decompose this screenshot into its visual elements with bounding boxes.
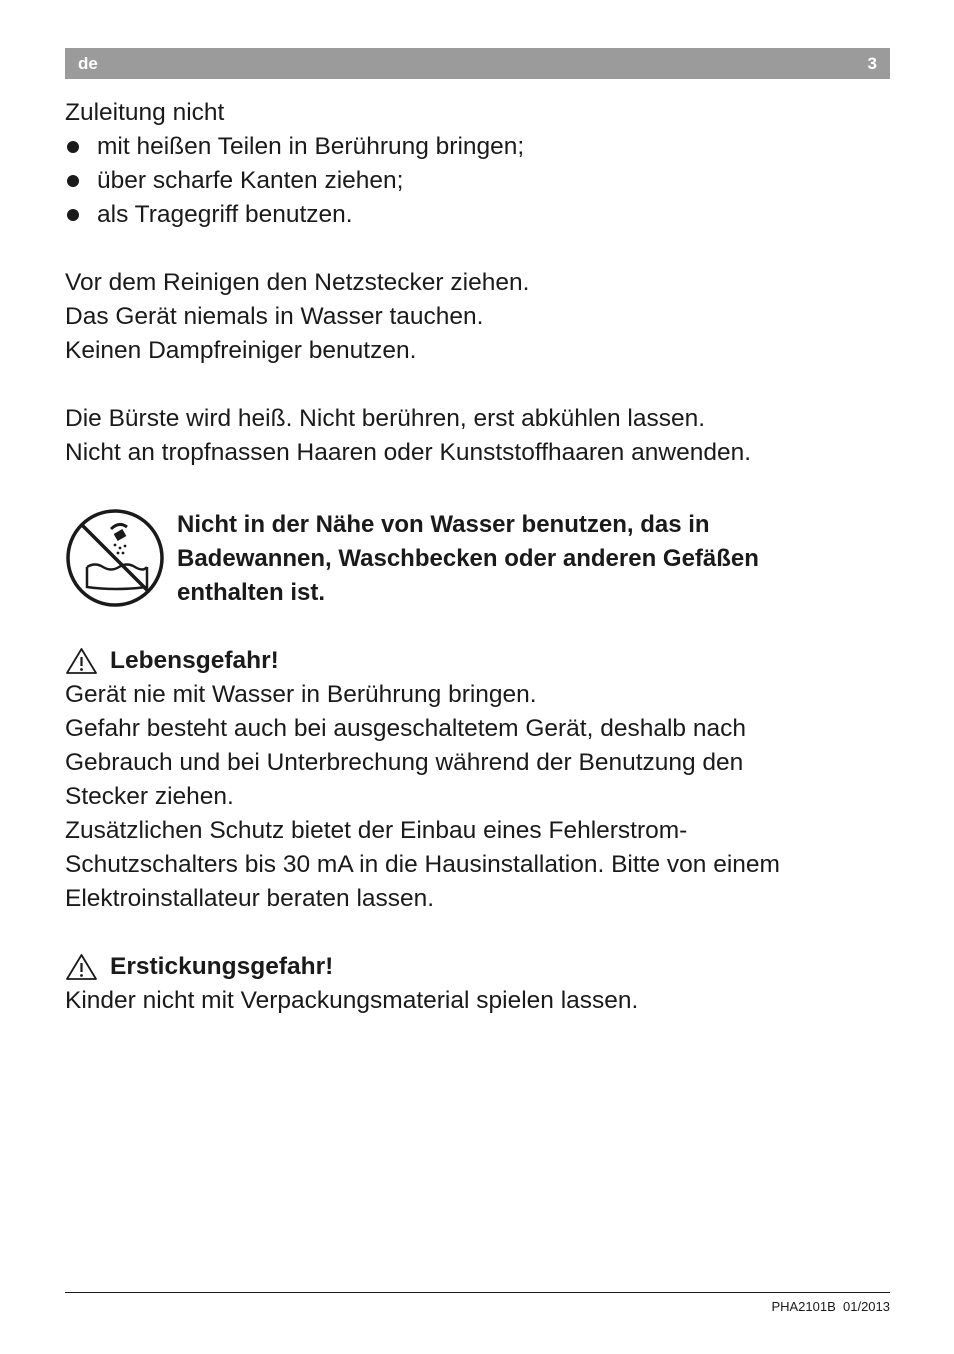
- life-danger-line: Stecker ziehen.: [65, 783, 234, 810]
- cord-intro: Zuleitung nicht: [65, 99, 225, 126]
- life-danger-line: Schutzschalters bis 30 mA in die Hausinstallation. Bitte von einem: [65, 851, 780, 878]
- header-bar: [65, 48, 890, 79]
- list-item: [65, 198, 890, 232]
- list-item-text: mit heißen Teilen in Berührung bringen;: [97, 133, 525, 160]
- list-item: [65, 130, 890, 164]
- life-danger-title: Lebensgefahr!: [110, 647, 279, 674]
- bullet-icon: [67, 141, 79, 153]
- page-number: 3: [867, 54, 877, 73]
- warning-triangle-icon: [65, 647, 98, 675]
- list-item-text: als Tragegriff benutzen.: [97, 201, 353, 228]
- hot-brush-line: Die Bürste wird heiß. Nicht berühren, erst abkühlen lassen.: [65, 405, 706, 432]
- cord-bullet-list: [65, 130, 890, 232]
- bullet-icon: [67, 175, 79, 187]
- notice-line: Badewannen, Waschbecken oder anderen Gefäßen: [177, 545, 759, 572]
- no-water-bath-icon: [65, 507, 165, 609]
- life-danger-line: Zusätzlichen Schutz bietet der Einbau eines Fehlerstrom-: [65, 817, 688, 844]
- notice-line: enthalten ist.: [177, 579, 326, 606]
- list-item-text: über scharfe Kanten ziehen;: [97, 167, 404, 194]
- hot-brush-line: Nicht an tropfnassen Haaren oder Kunststoffhaaren anwenden.: [65, 439, 751, 466]
- page-content: [65, 96, 890, 1018]
- life-danger-heading: [65, 644, 890, 678]
- water-notice: [65, 508, 890, 610]
- footer-divider: [65, 1292, 890, 1293]
- notice-line: Nicht in der Nähe von Wasser benutzen, das in: [177, 511, 710, 538]
- life-danger-line: Gerät nie mit Wasser in Berührung bringen.: [65, 681, 537, 708]
- life-danger-line: Gefahr besteht auch bei ausgeschaltetem Gerät, deshalb nach: [65, 715, 746, 742]
- suffocation-danger-heading: [65, 950, 890, 984]
- life-danger-line: Elektroinstallateur beraten lassen.: [65, 885, 435, 912]
- cleaning-line: Vor dem Reinigen den Netzstecker ziehen.: [65, 269, 530, 296]
- suffocation-danger-title: Erstickungsgefahr!: [110, 953, 334, 980]
- life-danger-line: Gebrauch und bei Unterbrechung während der Benutzung den: [65, 749, 744, 776]
- cleaning-line: Das Gerät niemals in Wasser tauchen.: [65, 303, 484, 330]
- footer-model-date: PHA2101B 01/2013: [771, 1299, 890, 1314]
- suffocation-danger-line: Kinder nicht mit Verpackungsmaterial spielen lassen.: [65, 987, 639, 1014]
- water-notice-text: [177, 508, 759, 610]
- cleaning-line: Keinen Dampfreiniger benutzen.: [65, 337, 417, 364]
- language-code: de: [78, 54, 98, 73]
- bullet-icon: [67, 209, 79, 221]
- list-item: [65, 164, 890, 198]
- warning-triangle-icon: [65, 953, 98, 981]
